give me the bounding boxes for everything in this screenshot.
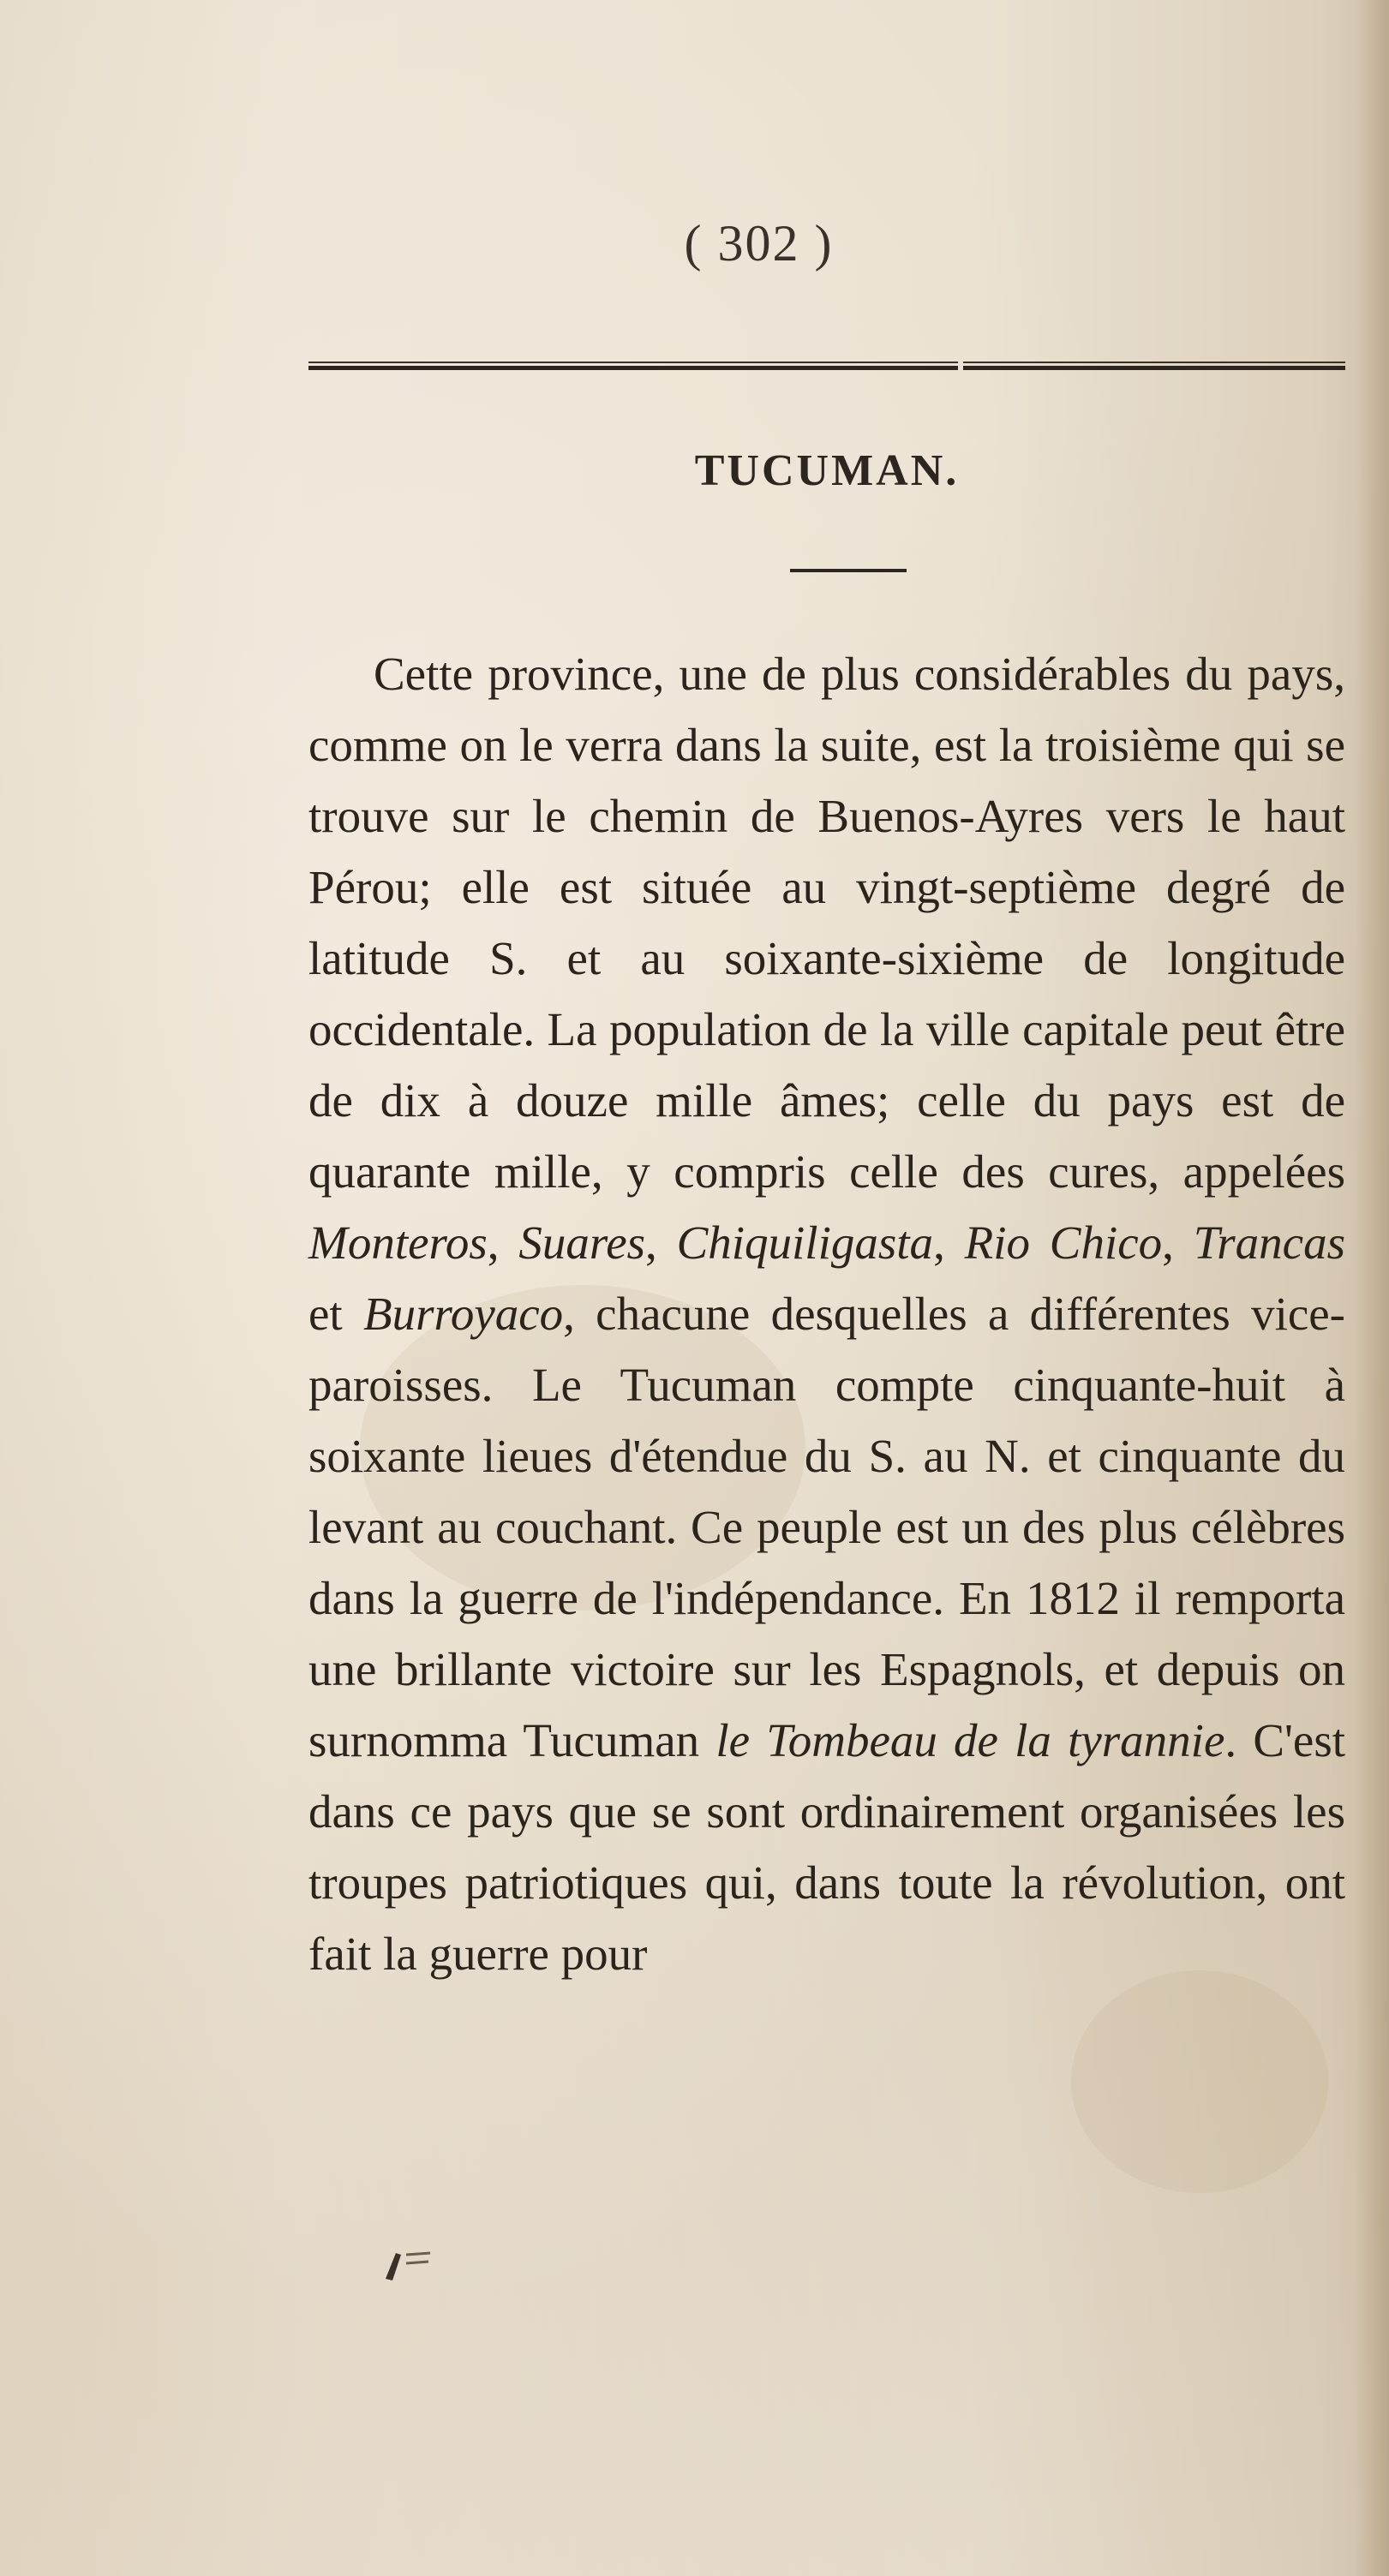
page-edge-shadow xyxy=(1355,0,1389,2576)
italic-text-run: Rio Chico xyxy=(964,1216,1163,1269)
text-run: et xyxy=(308,1288,363,1340)
text-run: Cette province, une de plus considérables du pays, comme on le verra dans la suite, est la troisième qui se trouve sur le chemin de Buenos-Ayres vers le haut Pérou; elle est située au vingt-septième degré de latitude S. et au soixante-sixième de longitude occidentale. La population de la ville capitale peut être de dix à douze mille âmes; celle du pays est de quarante mille, y compris celle des cures, appelées xyxy=(308,648,1345,1198)
text-run: . C'est dans ce pays que se sont ordinairement organisées les troupes patriotiques qui, dans toute la révolution, ont fait la guerre pour xyxy=(308,1714,1346,1980)
italic-text-run: le Tombeau de la tyrannie xyxy=(715,1714,1225,1766)
italic-text-run: Monteros xyxy=(308,1216,488,1269)
paper-stain xyxy=(1071,1970,1328,2193)
text-run: , xyxy=(487,1216,519,1269)
italic-text-run: Chiquiligasta xyxy=(676,1216,934,1269)
body-paragraph xyxy=(308,638,1345,1989)
ink-mark xyxy=(377,2236,446,2287)
text-run: , chacune desquelles a différentes vice-paroisses. Le Tucuman compte cinquante-huit à soixante lieues d'étendue du S. au N. et cinquante du levant au couchant. Ce peuple est un des plus célèbres dans la guerre de l'indépendance. En 1812 il remporta une brillante victoire sur les Espagnols, et depuis on surnomma Tucuman xyxy=(308,1288,1345,1766)
text-run: , xyxy=(1162,1216,1194,1269)
header-double-rule xyxy=(308,362,1345,370)
page-number: ( 302 ) xyxy=(684,215,834,272)
italic-text-run: Trancas xyxy=(1193,1216,1345,1269)
chapter-heading: TUCUMAN. xyxy=(694,446,960,495)
text-run: , xyxy=(645,1216,677,1269)
heading-short-rule xyxy=(790,569,907,572)
italic-text-run: Burroyaco xyxy=(362,1288,564,1340)
text-run: , xyxy=(933,1216,965,1269)
italic-text-run: Suares xyxy=(518,1216,646,1269)
